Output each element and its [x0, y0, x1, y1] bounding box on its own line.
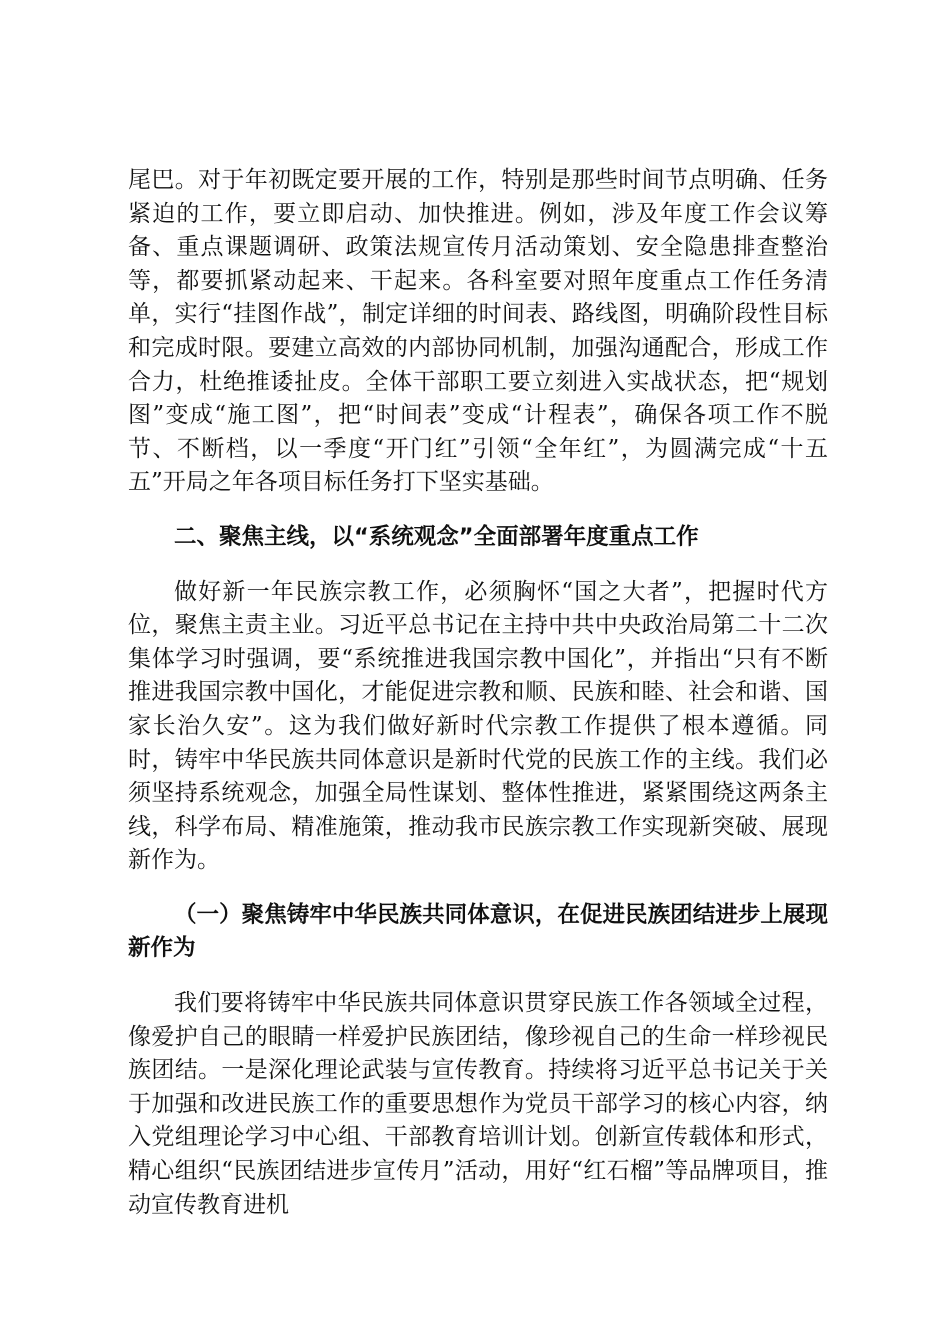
paragraph-continuation: 尾巴。对于年初既定要开展的工作，特别是那些时间节点明确、任务紧迫的工作，要立即启动、加快推进。例如，涉及年度工作会议筹备、重点课题调研、政策法规宣传月活动策划、安全隐患排查整治等，都要抓紧动起来、干起来。各科室要对照年度重点工作任务清单，实行“挂图作战”，制定详细的时间表、路线图，明确阶段性目标和完成时限。要建立高效的内部协同机制，加强沟通配合，形成工作合力，杜绝推诿扯皮。全体干部职工要立刻进入实战状态，把“规划图”变成“施工图”，把“时间表”变成“计程表”，确保各项工作不脱节、不断档，以一季度“开门红”引领“全年红”，为圆满完成“十五五”开局之年各项目标任务打下坚实基础。	[128, 167, 828, 496]
paragraph-section-2-intro: 做好新一年民族宗教工作，必须胸怀“国之大者”，把握时代方位，聚焦主责主业。习近平总书记在主持中共中央政治局第二十二次集体学习时强调，要“系统推进我国宗教中国化”，并指出“只有不断推进我国宗教中国化，才能促进宗教和顺、民族和睦、社会和谐、国家长治久安”。这为我们做好新时代宗教工作提供了根本遵循。同时，铸牢中华民族共同体意识是新时代党的民族工作的主线。我们必须坚持系统观念，加强全局性谋划、整体性推进，紧紧围绕这两条主线，科学布局、精准施策，推动我市民族宗教工作实现新突破、展现新作为。	[128, 578, 828, 874]
subsection-heading-1: （一）聚焦铸牢中华民族共同体意识，在促进民族团结进步上展现新作为	[128, 901, 828, 962]
section-heading-2: 二、聚焦主线，以“系统观念”全面部署年度重点工作	[174, 523, 699, 550]
paragraph-subsection-1: 我们要将铸牢中华民族共同体意识贯穿民族工作各领域全过程，像爱护自己的眼睛一样爱护民族团结，像珍视自己的生命一样珍视民族团结。一是深化理论武装与宣传教育。持续将习近平总书记关于关于加强和改进民族工作的重要思想作为党员干部学习的核心内容，纳入党组理论学习中心组、干部教育培训计划。创新宣传载体和形式，精心组织“民族团结进步宣传月”活动，用好“红石榴”等品牌项目，推动宣传教育进机	[128, 990, 828, 1218]
document-body	[128, 164, 828, 1222]
